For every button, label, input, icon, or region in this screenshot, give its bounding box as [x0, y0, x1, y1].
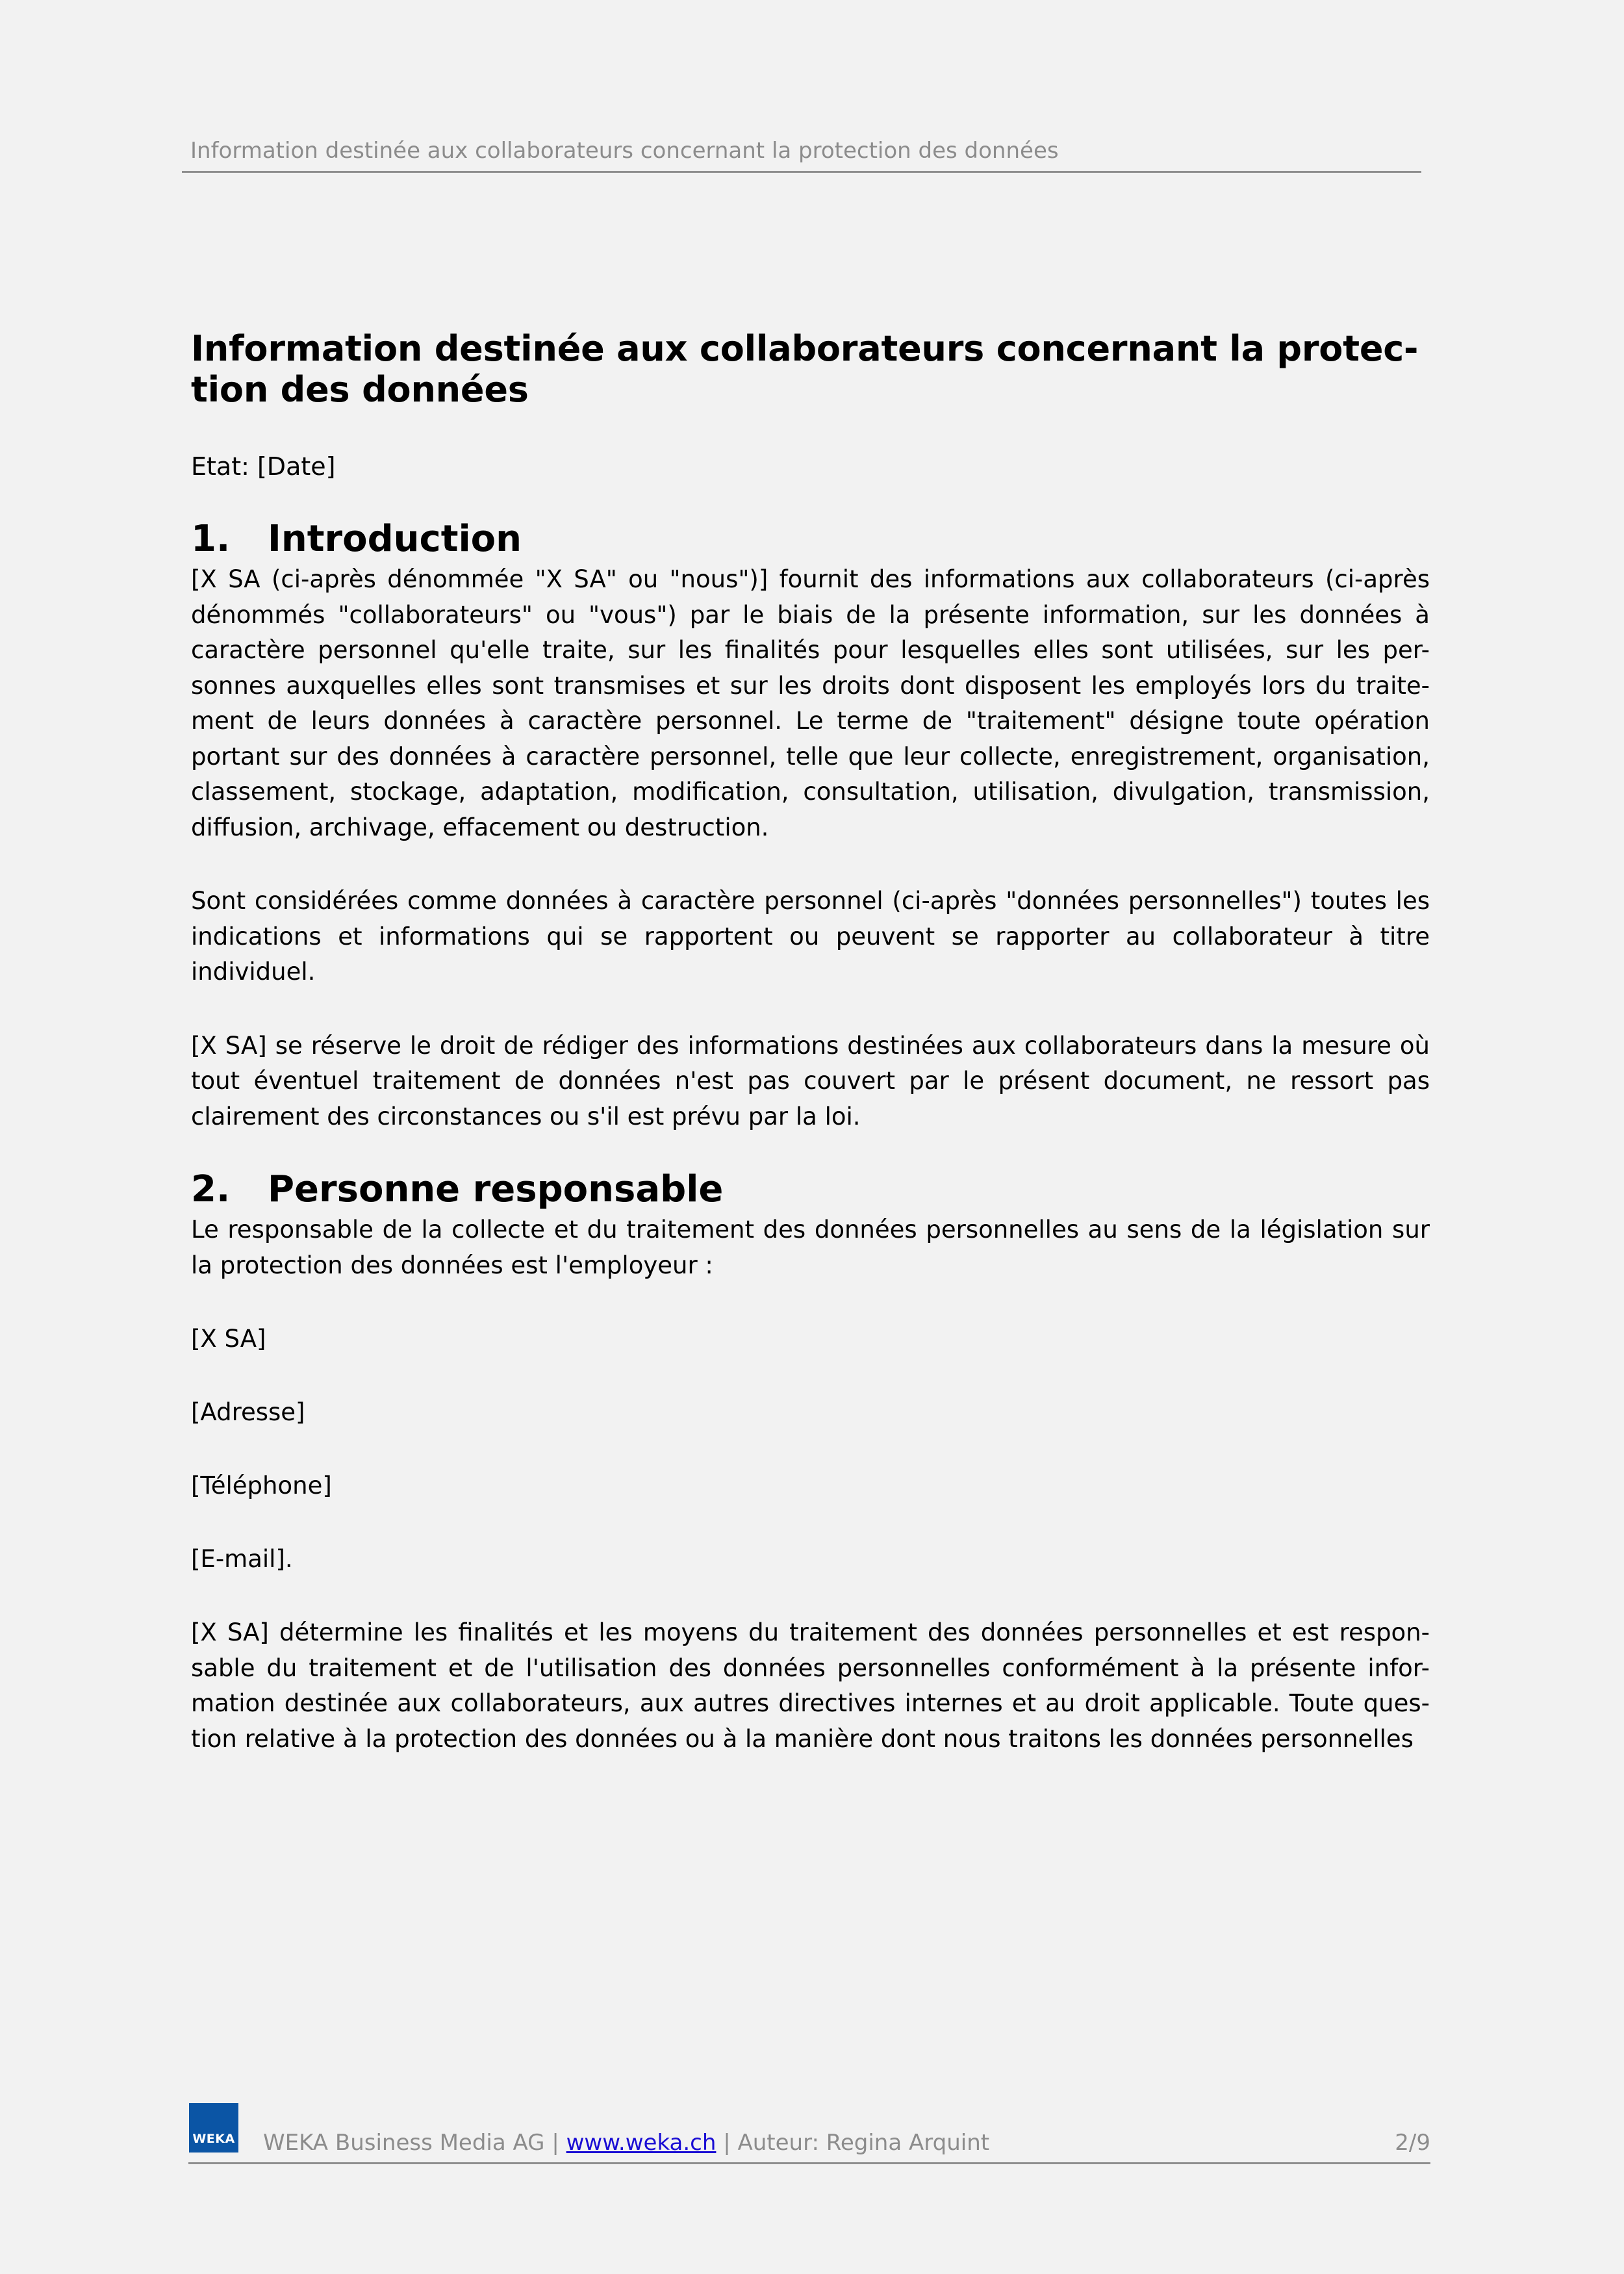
document-title	[191, 328, 1430, 410]
intro-paragraph-1: [X SA (ci-après dénommée "X SA" ou "nous")] fournit des informations aux collaborateurs (ci-après dénommés "collaborateurs" ou "vous") par le biais de la présente information, sur les données à caractère personnel qu'elle traite, sur les finalités pour lesquelles elles sont utilisées, sur les per-sonnes auxquelles elles sont transmises et sur les droits dont disposent les employés lors du traite-ment de leurs données à caractère personnel. Le terme de "traitement" désigne toute opération portant sur des données à caractère personnel, telle que leur collecte, enregistrement, organisation, classement, stockage, adaptation, modification, consultation, utilisation, divulgation, transmission, diffusion, archivage, effacement ou destruction.	[191, 565, 1430, 841]
section-title: Personne responsable	[268, 1168, 724, 1210]
address-company: [X SA]	[191, 1325, 266, 1353]
responsible-closing: [X SA] détermine les finalités et les moyens du traitement des données personnelles et est respon-sable du traitement et de l'utilisation des données personnelles conformément à la présente infor-mation destinée aux collaborateurs, aux autres directives internes et au droit applicable. Toute ques-tion relative à la protection des données ou à la manière dont nous traitons les données personnelles	[191, 1618, 1430, 1753]
address-street: [Adresse]	[191, 1398, 305, 1426]
weka-logo	[189, 2103, 238, 2153]
intro-paragraph-2: Sont considérées comme données à caractère personnel (ci-après "données personnelles") toutes les indications et informations qui se rapportent ou peuvent se rapporter au collaborateur à titre individuel.	[191, 887, 1430, 986]
page-number: 2/9	[1395, 2130, 1430, 2156]
intro-paragraph-3: [X SA] se réserve le droit de rédiger des informations destinées aux collaborateurs dans la mesure où tout éventuel traitement de données n'est pas couvert par le présent document, ne ressort pas clairement des circonstances ou s'il est prévu par la loi.	[191, 1031, 1430, 1131]
running-header: Information destinée aux collaborateurs concernant la protection des données	[190, 138, 1059, 164]
document-title-line-1: Information destinée aux collaborateurs concernant la protec-	[191, 328, 1419, 369]
responsible-intro: Le responsable de la collecte et du traitement des données personnelles au sens de la législation sur la protection des données est l'employeur :	[191, 1216, 1430, 1279]
document-title-line-2: tion des données	[191, 369, 529, 410]
footer-credits	[263, 2130, 989, 2156]
footer-company: WEKA Business Media AG |	[263, 2130, 559, 2156]
address-email: [E-mail].	[191, 1545, 293, 1573]
footer-website-link[interactable]: www.weka.ch	[566, 2130, 717, 2156]
footer-rule	[188, 2162, 1430, 2164]
section-title: Introduction	[268, 518, 522, 560]
section-heading-personne-responsable	[191, 1167, 1430, 1212]
section-number: 1.	[191, 518, 231, 560]
address-phone: [Téléphone]	[191, 1472, 332, 1500]
document-body	[191, 328, 1430, 1757]
status-date: Etat: [Date]	[191, 452, 336, 481]
section-number: 2.	[191, 1168, 231, 1210]
weka-logo-text: WEKA	[192, 2132, 235, 2146]
footer-author: | Auteur: Regina Arquint	[723, 2130, 990, 2156]
section-heading-introduction	[191, 517, 1430, 562]
header-rule	[182, 171, 1421, 173]
